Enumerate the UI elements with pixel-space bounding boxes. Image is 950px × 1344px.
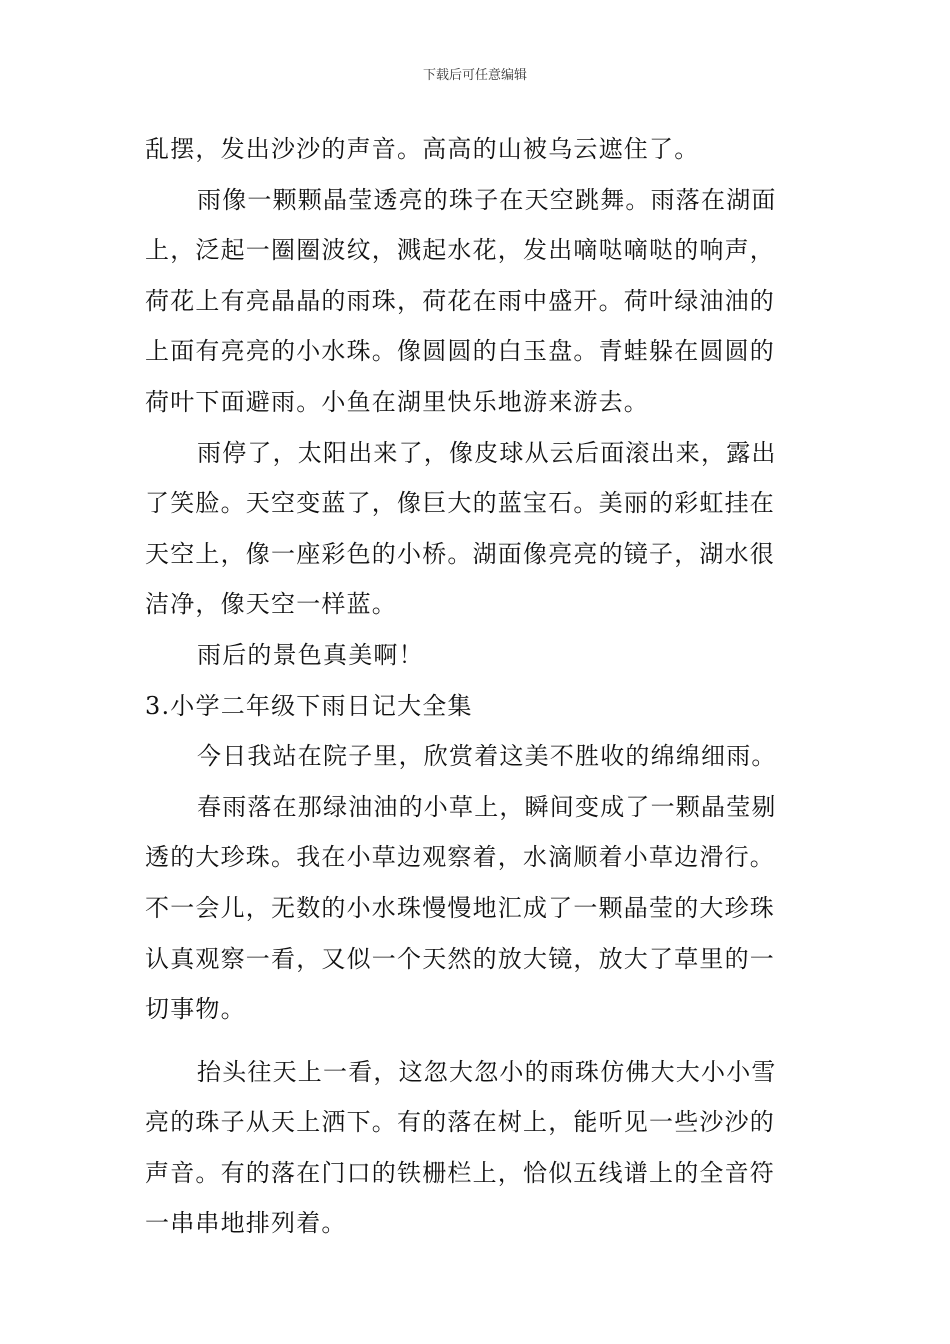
paragraph-line: 不一会儿，无数的小水珠慢慢地汇成了一颗晶莹的大珍珠 <box>145 893 775 922</box>
section-heading: 3.小学二年级下雨日记大全集 <box>145 691 473 720</box>
page-header: 下载后可任意编辑 <box>422 68 527 83</box>
paragraph-line: 透的大珍珠。我在小草边观察着，水滴顺着小草边滑行。 <box>145 843 775 872</box>
paragraph-line: 亮的珠子从天上洒下。有的落在树上，能听见一些沙沙的 <box>145 1108 775 1137</box>
paragraph-line: 切事物。 <box>145 995 246 1024</box>
paragraph-line: 雨后的景色真美啊！ <box>197 640 424 669</box>
paragraph-line: 天空上，像一座彩色的小桥。湖面像亮亮的镜子，湖水很 <box>145 539 775 568</box>
paragraph-line: 认真观察一看，又似一个天然的放大镜，放大了草里的一 <box>145 944 775 973</box>
paragraph-gap <box>145 1035 805 1047</box>
document-body <box>145 124 805 1249</box>
paragraph-line: 洁净，像天空一样蓝。 <box>145 590 397 619</box>
paragraph-line: 乱摆，发出沙沙的声音。高高的山被乌云遮住了。 <box>145 135 700 163</box>
paragraph-line: 声音。有的落在门口的铁栅栏上，恰似五线谱上的全音符 <box>145 1158 775 1187</box>
paragraph-line: 雨停了，太阳出来了，像皮球从云后面滚出来，露出 <box>197 438 777 467</box>
paragraph-line: 今日我站在院子里，欣赏着这美不胜收的绵绵细雨。 <box>197 742 777 771</box>
paragraph-line: 春雨落在那绿油油的小草上，瞬间变成了一颗晶莹剔 <box>197 792 777 821</box>
paragraph-line: 荷花上有亮晶晶的雨珠，荷花在雨中盛开。荷叶绿油油的 <box>145 286 775 315</box>
paragraph-line: 上面有亮亮的小水珠。像圆圆的白玉盘。青蛙躲在圆圆的 <box>145 337 775 366</box>
paragraph-line: 荷叶下面避雨。小鱼在湖里快乐地游来游去。 <box>145 387 649 416</box>
paragraph-line: 了笑脸。天空变蓝了，像巨大的蓝宝石。美丽的彩虹挂在 <box>145 489 775 518</box>
paragraph-line: 上，泛起一圈圈波纹，溅起水花，发出嘀哒嘀哒的响声， <box>145 236 775 265</box>
paragraph-line: 一串串地排列着。 <box>145 1209 347 1238</box>
paragraph-line: 抬头往天上一看，这忽大忽小的雨珠仿佛大大小小雪 <box>197 1057 777 1086</box>
paragraph-line: 雨像一颗颗晶莹透亮的珠子在天空跳舞。雨落在湖面 <box>197 185 777 214</box>
